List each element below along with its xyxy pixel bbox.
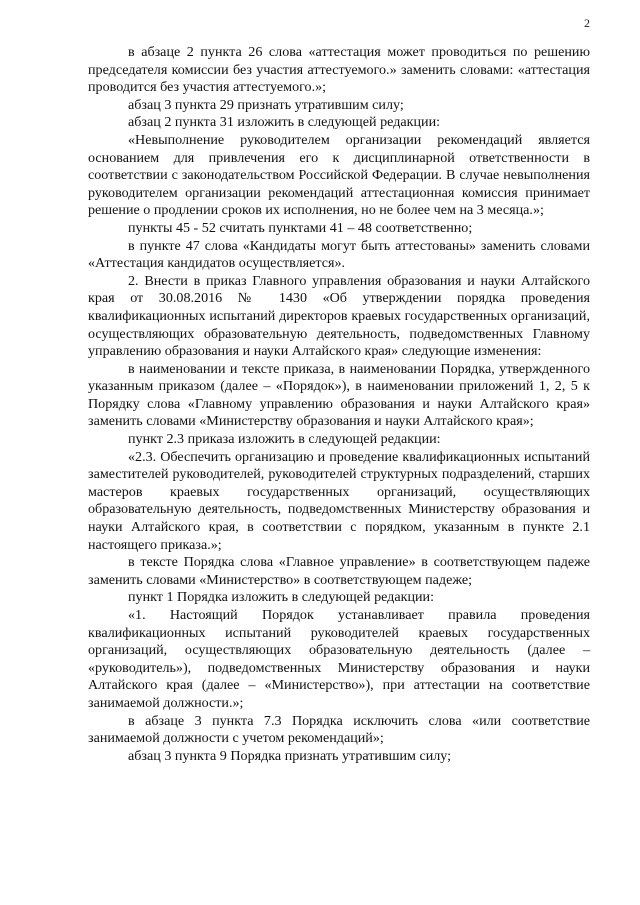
paragraph: «2.3. Обеспечить организацию и проведение квалификационных испытаний заместителей руководителей, руководителей структурных подразделений, старших мастеров краевых государственных организаций, осуществляющих образовательную деятельность, подведомственных Министерству образования и науки Алтайского края, в соответствии с порядком, указанным в пункте 2.1 настоящего приказа.»; (88, 448, 590, 553)
paragraph: в тексте Порядка слова «Главное управление» в соответствующем падеже заменить словами «Министерство» в соответствующем падеже; (88, 554, 590, 588)
paragraph: в абзаце 2 пункта 26 слова «аттестация может проводиться по решению председателя комиссии без участия аттестуемого.» заменить словами: «аттестация проводится без участия аттестуемого.»; (88, 44, 590, 96)
paragraph: пункт 1 Порядка изложить в следующей редакции: (128, 589, 435, 606)
paragraph: пункт 2.3 приказа изложить в следующей редакции: (128, 431, 441, 448)
paragraph: 2. Внести в приказ Главного управления образования и науки Алтайского края от 30.08.2016 № 1430 «Об утверждении порядка проведения квалификационных испытаний директоров краевых государственных организаций, осуществляющих образовательную деятельность, подведомственных Главному управлению образования и науки Алтайского края» следующие изменения: (88, 272, 590, 360)
paragraph: «Невыполнение руководителем организации рекомендаций является основанием для привлечения его к дисциплинарной ответственности в соответствии с законодательством Российской Федерации. В случае невыполнения руководителем организации рекомендаций аттестационная комиссия принимает решение о продлении сроков их исполнения, но не более чем на 3 месяца.»; (88, 131, 590, 219)
paragraph: абзац 3 пункта 29 признать утратившим силу; (128, 96, 404, 113)
paragraph: в наименовании и тексте приказа, в наименовании Порядка, утвержденного указанным приказом (далее – «Порядок»), в наименовании приложений 1, 2, 5 к Порядку слова «Главному управлению образования и науки Алтайского края» заменить словами «Министерству образования и науки Алтайского края»; (88, 360, 590, 430)
paragraph: в абзаце 3 пункта 7.3 Порядка исключить слова «или соответствие занимаемой должности с учетом рекомендаций»; (88, 712, 590, 747)
paragraph: в пункте 47 слова «Кандидаты могут быть аттестованы» заменить словами «Аттестация кандидатов осуществляется». (88, 237, 590, 272)
paragraph: «1. Настоящий Порядок устанавливает правила проведения квалификационных испытаний руководителей краевых государственных организаций, осуществляющих образовательную деятельность (далее – «руководитель»), подведомственных Министерству образования и науки Алтайского края (далее – «Министерство»), при аттестации на соответствие занимаемой должности.»; (88, 607, 590, 711)
paragraph: абзац 2 пункта 31 изложить в следующей редакции: (128, 114, 441, 131)
paragraph: абзац 3 пункта 9 Порядка признать утратившим силу; (128, 747, 452, 764)
paragraph: пункты 45 - 52 считать пунктами 41 – 48 соответственно; (128, 219, 473, 236)
document-body (88, 44, 590, 765)
page-number: 2 (584, 16, 590, 30)
